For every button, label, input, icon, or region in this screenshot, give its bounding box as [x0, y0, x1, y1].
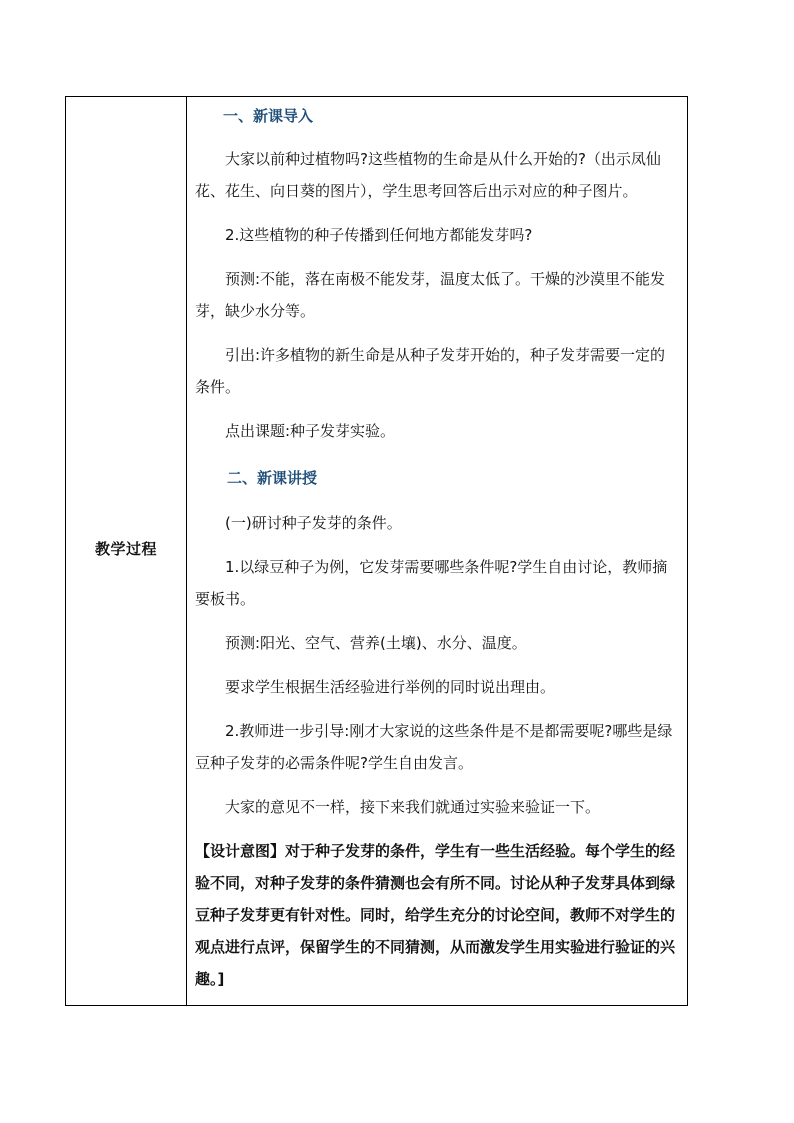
- paragraph-mung-bean-example: 1.以绿豆种子为例，它发芽需要哪些条件呢?学生自由讨论，教师摘要板书。: [195, 558, 668, 608]
- paragraph-experiment-transition: 大家的意见不一样，接下来我们就通过实验来验证一下。: [225, 798, 601, 816]
- paragraph-teacher-guidance: 2.教师进一步引导:刚才大家说的这些条件是不是都需要呢?哪些是绿豆种子发芽的必需条件呢?学生自由发言。: [195, 722, 673, 772]
- content-cell: [187, 97, 687, 1005]
- paragraph-intro-question: 大家以前种过植物吗?这些植物的生命是从什么开始的?（出示凤仙花、花生、向日葵的图片），学生思考回答后出示对应的种子图片。: [195, 150, 661, 200]
- paragraph-topic: 点出课题:种子发芽实验。: [225, 422, 396, 440]
- paragraph-prediction-2: 预测:阳光、空气、营养(土壤)、水分、温度。: [225, 634, 527, 652]
- paragraph-prediction-1: 预测:不能，落在南极不能发芽，温度太低了。干燥的沙漠里不能发芽，缺少水分等。: [195, 270, 666, 320]
- teaching-process-label: 教学过程: [94, 540, 157, 558]
- paragraph-requirement: 要求学生根据生活经验进行举例的同时说出理由。: [225, 678, 556, 696]
- lesson-plan-table: [65, 96, 688, 1006]
- paragraph-lead-in: 引出:许多植物的新生命是从种子发芽开始的，种子发芽需要一定的条件。: [195, 346, 666, 396]
- paragraph-seed-spread: 2.这些植物的种子传播到任何地方都能发芽吗?: [225, 226, 533, 244]
- paragraph-discussion-intro: (一)研讨种子发芽的条件。: [225, 514, 402, 532]
- section-heading-intro: 一、新课导入: [223, 107, 314, 125]
- section-heading-lesson: 二、新课讲授: [227, 469, 318, 487]
- design-intent-note: 【设计意图】对于种子发芽的条件，学生有一些生活经验。每个学生的经验不同，对种子发芽的条件猜测也会有所不同。讨论从种子发芽具体到绿豆种子发芽更有针对性。同时，给学生充分的讨论空间，教师不对学生的观点进行点评，保留学生的不同猜测，从而激发学生用实验进行验证的兴趣。]: [195, 842, 676, 988]
- left-label-cell: [66, 97, 187, 1005]
